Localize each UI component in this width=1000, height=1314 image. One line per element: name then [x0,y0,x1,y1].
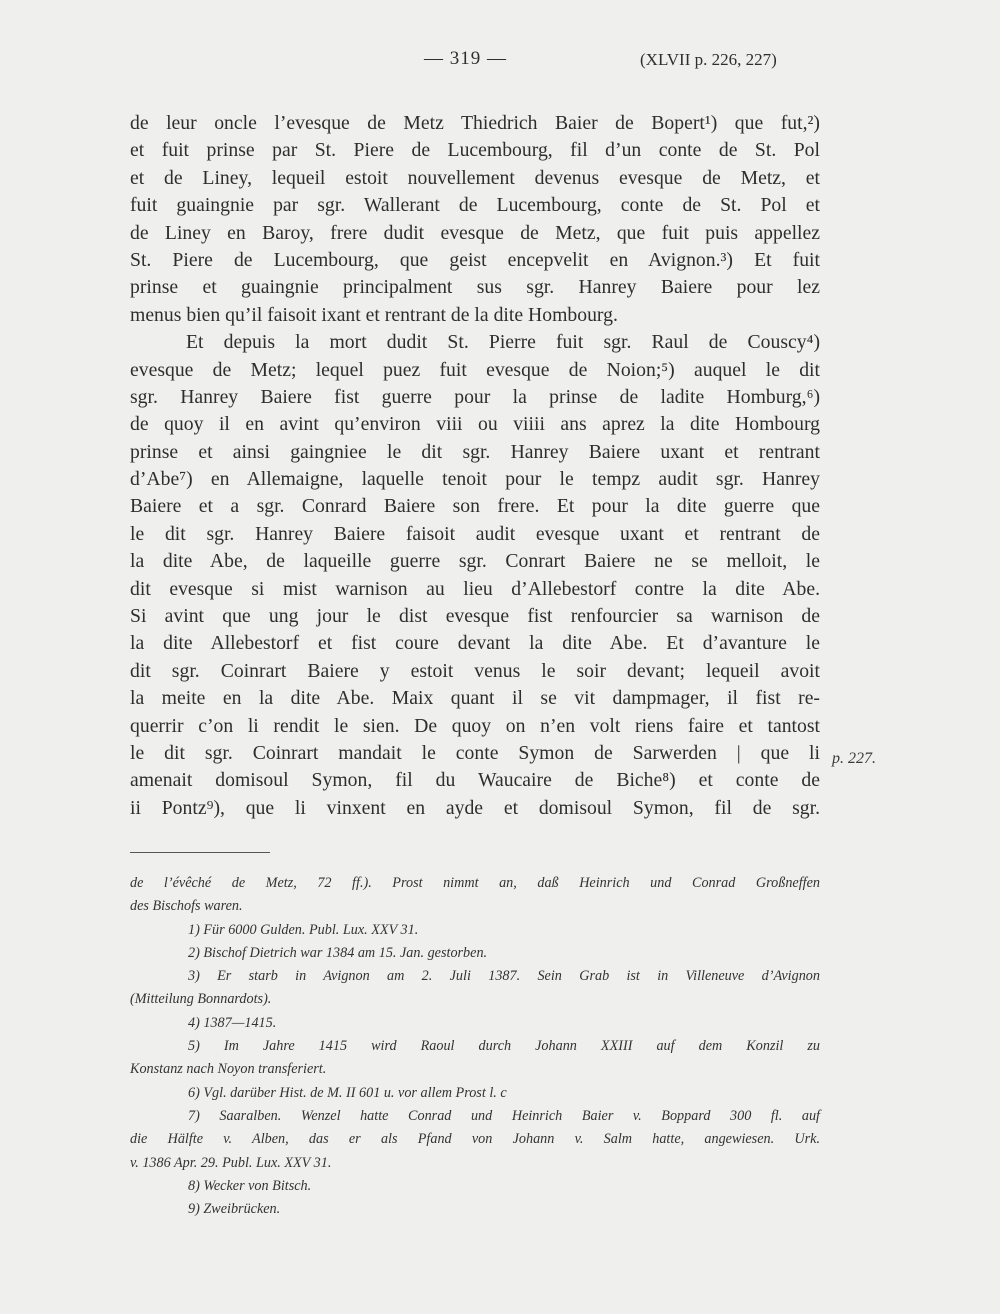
text-line: le dit sgr. Coinrart mandait le conte Symon de Sarwerden | que li [130,741,820,764]
page-number: — 319 — [424,48,507,69]
running-head [0,46,1000,76]
text-line: prinse et guaingnie principalment sus sgr. Hanrey Baiere pour lez [130,276,820,299]
text-line: sgr. Hanrey Baiere fist guerre pour la prinse de ladite Homburg,⁶) [130,385,820,408]
text-line: amenait domisoul Symon, fil du Waucaire de Biche⁸) et conte de [130,769,820,792]
text-line: fuit guaingnie par sgr. Wallerant de Lucembourg, conte de St. Pol et [130,194,820,217]
footnote-line: v. 1386 Apr. 29. Publ. Lux. XXV 31. [130,1154,332,1171]
footnotes [130,872,820,1221]
footnote-line: des Bischofs waren. [130,898,243,915]
text-line: dit evesque si mist warnison au lieu d’Allebestorf contre la dite Abe. [130,577,820,600]
text-line: prinse et ainsi gaingniee le dit sgr. Hanrey Baiere uxant et rentrant [130,440,820,463]
footnote-line: die Hälfte v. Alben, das er als Pfand von Johann v. Salm hatte, angewiesen. Urk. [130,1131,820,1148]
text-line: ii Pontz⁹), que li vinxent en ayde et domisoul Symon, fil de sgr. [130,796,820,819]
footnote-line: 5) Im Jahre 1415 wird Raoul durch Johann XXIII auf dem Konzil zu [188,1038,820,1055]
text-line: de Liney en Baroy, frere dudit evesque de Metz, que fuit puis appellez [130,221,820,244]
text-line: Baiere et a sgr. Conrard Baiere son frere. Et pour la dite guerre que [130,495,820,518]
text-line: la dite Abe, de laqueille guerre sgr. Conrart Baiere ne se melloit, le [130,550,820,573]
text-line: et fuit prinse par St. Piere de Lucembourg, fil d’un conte de St. Pol [130,139,820,162]
source-reference: (XLVII p. 226, 227) [640,50,777,69]
text-line: la meite en la dite Abe. Maix quant il se vit dampmager, il fist re- [130,687,820,710]
text-line: le dit sgr. Hanrey Baiere faisoit audit evesque uxant et rentrant de [130,522,820,545]
footnote-line: 9) Zweibrücken. [188,1201,281,1218]
text-line: d’Abe⁷) en Allemaigne, laquelle tenoit pour le tempz audit sgr. Hanrey [130,468,820,491]
text-line: menus bien qu’il faisoit ixant et rentrant de la dite Hombourg. [130,303,618,326]
margin-page-reference: p. 227. [832,750,876,767]
footnote-line: 3) Er starb in Avignon am 2. Juli 1387. Sein Grab ist in Villeneuve d’Avignon [188,968,820,985]
text-line: Et depuis la mort dudit St. Pierre fuit sgr. Raul de Couscy⁴) [186,331,820,354]
footnote-line: Konstanz nach Noyon transferiert. [130,1061,327,1078]
footnote-line: 8) Wecker von Bitsch. [188,1177,312,1194]
footnote-line: 4) 1387—1415. [188,1014,277,1031]
footnote-line: 1) Für 6000 Gulden. Publ. Lux. XXV 31. [188,921,419,938]
text-line: et de Liney, lequeil estoit nouvellement devenus evesque de Metz, et [130,166,820,189]
footnote-line: de l’évêché de Metz, 72 ff.). Prost nimmt an, daß Heinrich und Conrad Großneffen [130,875,820,891]
text-line: querrir c’on li rendit le sien. De quoy on n’en volt riens faire et tantost [130,714,820,737]
text-line: St. Piere de Lucembourg, que geist encepvelit en Avignon.³) Et fuit [130,248,820,271]
text-line: dit sgr. Coinrart Baiere y estoit venus le soir devant; lequeil avoit [130,659,820,682]
footnote-rule [130,852,270,853]
footnote-line: (Mitteilung Bonnardots). [130,991,272,1008]
text-line: la dite Allebestorf et fist coure devant la dite Abe. Et d’avanture le [130,632,820,655]
text-line: de quoy il en avint qu’environ viii ou viiii ans aprez la dite Hombourg [130,413,820,436]
text-line: Si avint que ung jour le dist evesque fist renfourcier sa warnison de [130,605,820,628]
main-text [130,110,820,822]
footnote-line: 7) Saaralben. Wenzel hatte Conrad und Heinrich Baier v. Boppard 300 fl. auf [188,1107,820,1124]
footnote-line: 2) Bischof Dietrich war 1384 am 15. Jan. gestorben. [188,944,488,961]
footnote-line: 6) Vgl. darüber Hist. de M. II 601 u. vor allem Prost l. c [188,1084,507,1101]
text-line: de leur oncle l’evesque de Metz Thiedrich Baier de Bopert¹) que fut,²) [130,112,820,134]
text-line: evesque de Metz; lequel puez fuit evesque de Noion;⁵) auquel le dit [130,358,820,381]
